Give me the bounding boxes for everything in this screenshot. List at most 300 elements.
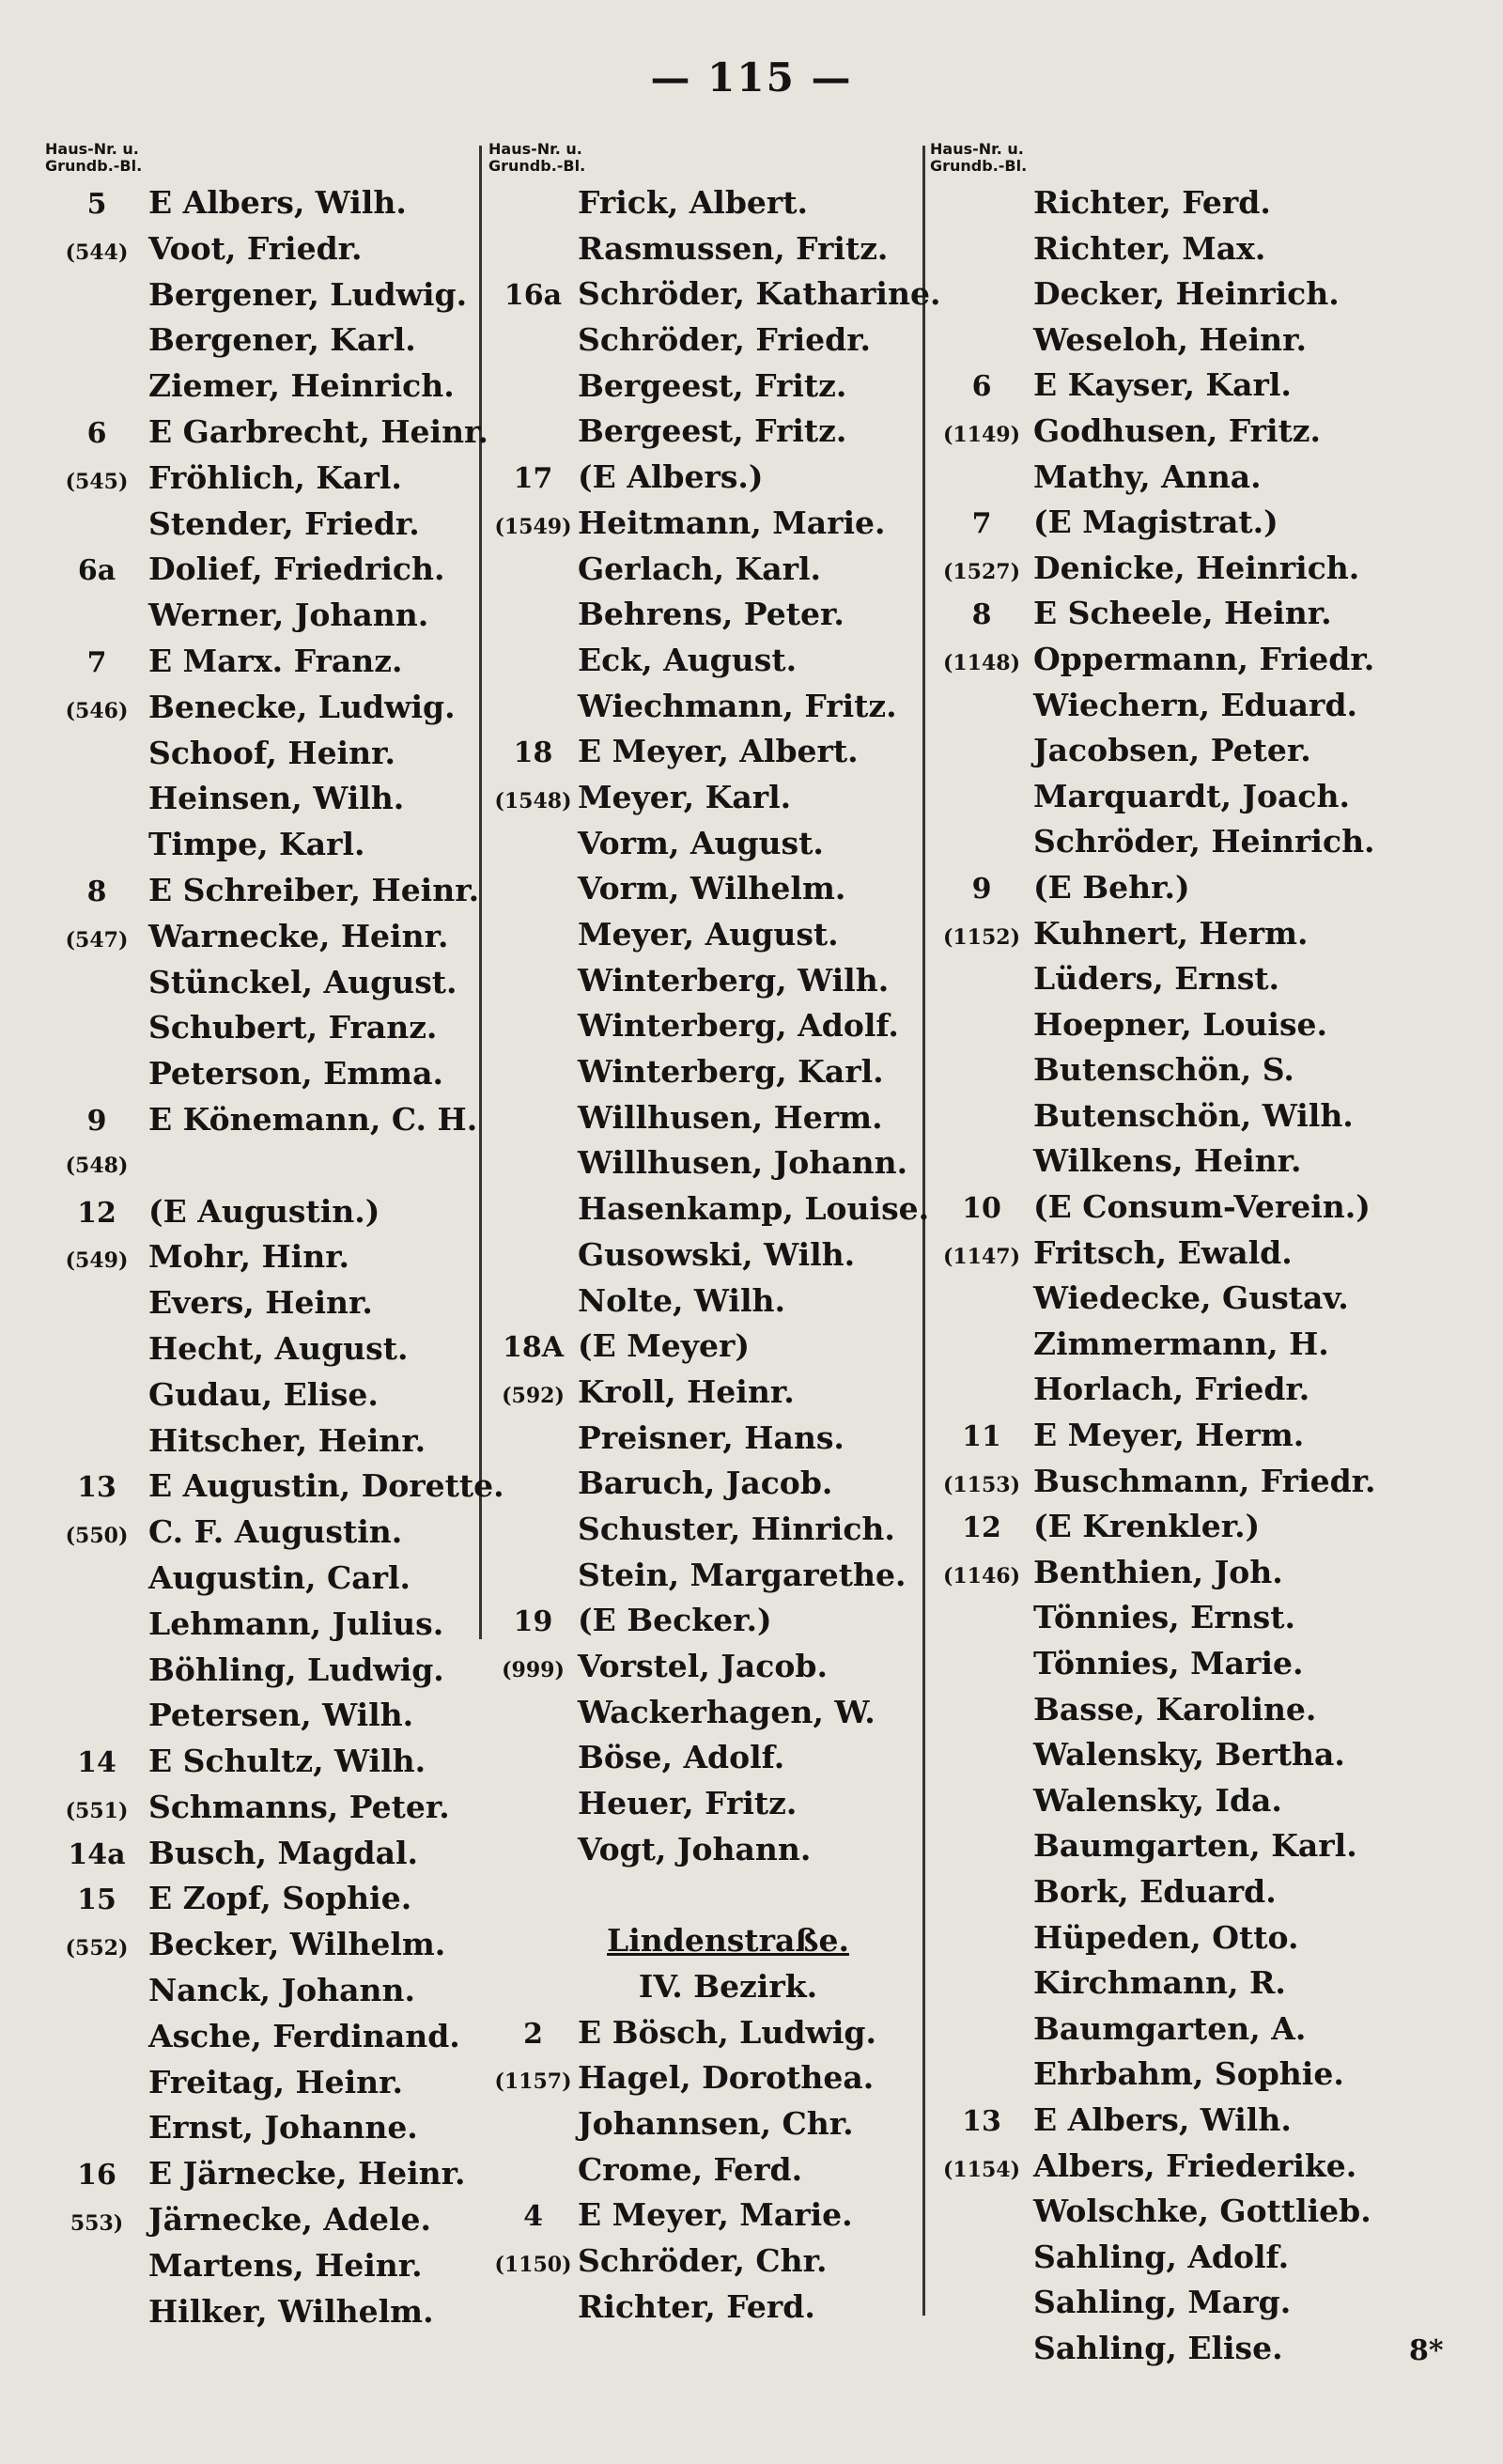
house-number: 2: [523, 2017, 543, 2051]
directory-entry: [930, 819, 1456, 865]
resident-name: Johannsen, Chr.: [578, 2104, 854, 2142]
directory-entry: [45, 1051, 487, 1097]
directory-entry: [930, 865, 1456, 911]
resident-name: (E Becker.): [578, 1602, 772, 1639]
directory-entry: [930, 1641, 1456, 1687]
resident-name: E Schreiber, Heinr.: [148, 871, 480, 908]
directory-entry: [930, 1322, 1456, 1368]
resident-name: Winterberg, Karl.: [578, 1053, 884, 1091]
directory-entry: [45, 685, 487, 731]
directory-entry: [488, 1324, 930, 1370]
resident-name: Bergener, Ludwig.: [148, 275, 468, 313]
directory-entry: [45, 776, 487, 822]
resident-name: Schröder, Heinrich.: [1033, 823, 1375, 860]
page-number: — 115 —: [650, 54, 853, 101]
resident-name: Behrens, Peter.: [578, 596, 844, 633]
resident-name: Willhusen, Herm.: [578, 1098, 883, 1136]
directory-entry: [930, 1231, 1456, 1277]
header-line-1: Haus-Nr. u.: [45, 140, 139, 158]
directory-entry: [488, 364, 930, 410]
resident-name: Heitmann, Marie.: [578, 504, 886, 541]
directory-entry: [488, 1003, 930, 1049]
resident-name: Stender, Friedr.: [148, 504, 420, 542]
column-1: [45, 140, 504, 2334]
directory-entry: [45, 226, 487, 272]
house-number: (1548): [494, 788, 572, 814]
resident-name: Becker, Wilhelm.: [148, 1926, 446, 1963]
directory-entry: [488, 1186, 930, 1232]
resident-name: Zimmermann, H.: [1033, 1325, 1329, 1362]
resident-name: Fritsch, Ewald.: [1033, 1233, 1293, 1271]
directory-entry: [930, 1595, 1456, 1641]
resident-name: E Meyer, Herm.: [1033, 1417, 1305, 1454]
house-number: (552): [65, 1936, 129, 1961]
resident-name: Augustin, Carl.: [148, 1558, 411, 1596]
directory-entry: [45, 593, 487, 639]
house-number: (592): [502, 1383, 565, 1408]
directory-entry: [45, 318, 487, 364]
directory-entry: [488, 1461, 930, 1507]
directory-entry: [488, 1690, 930, 1736]
resident-name: E Meyer, Marie.: [578, 2196, 853, 2234]
resident-name: Bork, Eduard.: [1033, 1872, 1277, 1910]
resident-name: Gudau, Elise.: [148, 1375, 379, 1413]
resident-name: Schoof, Heinr.: [148, 734, 395, 771]
directory-entry: [930, 1504, 1456, 1550]
directory-entry: [930, 1139, 1456, 1185]
resident-name: Frick, Albert.: [578, 184, 809, 221]
resident-name: Schubert, Franz.: [148, 1009, 438, 1046]
house-number: (551): [65, 1798, 129, 1823]
directory-entry: [488, 729, 930, 775]
directory-entry: [930, 1732, 1456, 1778]
resident-name: Ehrbahm, Sophie.: [1033, 2055, 1344, 2093]
house-number: (548): [65, 1153, 129, 1178]
resident-name: Martens, Heinr.: [148, 2246, 423, 2284]
directory-entry: [930, 363, 1456, 409]
directory-entry: [45, 868, 487, 914]
directory-entry: [45, 1280, 487, 1326]
directory-entry: [930, 546, 1456, 592]
resident-name: Evers, Heinr.: [148, 1284, 373, 1322]
house-number: (546): [65, 698, 129, 723]
resident-name: Meyer, August.: [578, 916, 839, 953]
directory-entry: [488, 684, 930, 730]
directory-entry: [45, 1556, 487, 1602]
resident-name: Winterberg, Wilh.: [578, 961, 890, 999]
resident-name: Schröder, Chr.: [578, 2241, 828, 2279]
resident-name: Wiechmann, Fritz.: [578, 687, 897, 724]
directory-entry: [45, 410, 487, 456]
resident-name: Fröhlich, Karl.: [148, 458, 402, 496]
resident-name: Butenschön, Wilh.: [1033, 1096, 1354, 1134]
directory-entry: [488, 2239, 930, 2285]
resident-name: Willhusen, Johann.: [578, 1144, 908, 1182]
resident-name: E Albers, Wilh.: [1033, 2100, 1292, 2138]
directory-entry: [45, 364, 487, 410]
header-line-2: Grundb.-Bl.: [488, 157, 586, 175]
house-number: 9: [86, 1104, 107, 1138]
directory-entry: [930, 226, 1456, 272]
directory-entry: [45, 2060, 487, 2106]
resident-name: Sahling, Adolf.: [1033, 2238, 1290, 2275]
directory-entry: [488, 1095, 930, 1141]
district-label: [488, 1964, 930, 2010]
directory-entry: [488, 2147, 930, 2193]
resident-name: E Marx. Franz.: [148, 642, 403, 679]
house-number: 18: [513, 736, 553, 770]
directory-entry: [930, 637, 1456, 683]
resident-name: Albers, Friederike.: [1033, 2146, 1357, 2184]
directory-entry: [930, 1915, 1456, 1961]
directory-entry: [488, 1232, 930, 1278]
house-number: (547): [65, 927, 129, 953]
directory-entry: [930, 1185, 1456, 1231]
resident-name: Stünckel, August.: [148, 963, 457, 1000]
house-number: 9: [971, 872, 992, 906]
resident-name: Baumgarten, A.: [1033, 2009, 1307, 2047]
directory-entry: [930, 683, 1456, 729]
directory-entry: [488, 638, 930, 684]
column-3: [930, 141, 1456, 2372]
directory-entry: [45, 547, 487, 593]
directory-entry: [488, 1507, 930, 1553]
directory-entry: [488, 318, 930, 364]
resident-name: Tönnies, Marie.: [1033, 1645, 1304, 1681]
directory-entry: [930, 728, 1456, 774]
resident-name: E Kayser, Karl.: [1033, 366, 1292, 404]
house-number: (1147): [942, 1244, 1021, 1269]
directory-entry: [930, 1413, 1456, 1459]
directory-entry: [488, 1140, 930, 1186]
directory-entry: [488, 775, 930, 821]
directory-entry: [488, 958, 930, 1004]
directory-entry: [45, 1831, 487, 1877]
directory-entry: [488, 547, 930, 593]
house-number: (1150): [494, 2252, 572, 2277]
resident-name: Hoepner, Louise.: [1033, 1005, 1328, 1043]
resident-name: Sahling, Marg.: [1033, 2284, 1292, 2321]
resident-name: Bergeest, Fritz.: [578, 412, 847, 450]
resident-name: Vogt, Johann.: [578, 1830, 812, 1867]
directory-entry: [45, 1418, 487, 1464]
resident-name: Hecht, August.: [148, 1329, 409, 1367]
resident-name: Vorm, August.: [578, 824, 824, 861]
house-number: 13: [77, 1471, 116, 1505]
directory-entry: [930, 2235, 1456, 2281]
resident-name: Kirchmann, R.: [1033, 1964, 1286, 2002]
directory-entry: [488, 1872, 930, 1918]
resident-name: Hitscher, Heinr.: [148, 1421, 426, 1459]
resident-name: Järnecke, Adele.: [148, 2201, 431, 2239]
directory-entry: [930, 774, 1456, 820]
house-number: (999): [502, 1658, 565, 1682]
house-number: (1157): [494, 2069, 572, 2095]
directory-entry: [45, 1693, 487, 1739]
resident-name: Weseloh, Heinr.: [1033, 320, 1308, 358]
resident-name: Warnecke, Heinr.: [148, 917, 449, 954]
header-line-2: Grundb.-Bl.: [45, 157, 143, 175]
directory-entry: [45, 1234, 487, 1280]
header-line-2: Grundb.-Bl.: [930, 157, 1028, 175]
house-number: (1152): [942, 924, 1021, 950]
directory-entry: [45, 2151, 487, 2197]
directory-entry: [488, 1049, 930, 1095]
directory-entry: [930, 1869, 1456, 1915]
resident-name: Heuer, Fritz.: [578, 1785, 798, 1822]
heading-text: IV. Bezirk.: [638, 1967, 818, 2005]
resident-name: Godhusen, Fritz.: [1033, 411, 1322, 449]
directory-entry: [488, 455, 930, 501]
directory-entry: [45, 960, 487, 1006]
resident-name: E Järnecke, Heinr.: [148, 2155, 466, 2193]
directory-entry: [45, 1189, 487, 1235]
resident-name: Hasenkamp, Louise.: [578, 1190, 930, 1228]
directory-entry: [488, 271, 941, 318]
directory-entry: [45, 2243, 487, 2289]
directory-entry: [45, 1005, 487, 1051]
house-number: 18A: [502, 1331, 565, 1365]
directory-entry: [488, 2285, 930, 2331]
resident-name: Petersen, Wilh.: [148, 1697, 414, 1734]
directory-entry: [45, 1876, 487, 1922]
directory-entry: [930, 1276, 1456, 1322]
resident-name: Benthien, Joh.: [1033, 1553, 1283, 1590]
resident-name: (E Augustin.): [148, 1192, 380, 1230]
resident-name: Wiechern, Eduard.: [1033, 686, 1358, 723]
directory-entry: [45, 1739, 487, 1785]
resident-name: Rasmussen, Fritz.: [578, 229, 889, 267]
resident-name: (E Behr.): [1033, 868, 1190, 906]
directory-entry: [488, 1644, 930, 1690]
house-number: 6: [86, 416, 107, 450]
directory-entry: [488, 912, 930, 958]
resident-name: Meyer, Karl.: [578, 778, 792, 815]
street-heading: [488, 1918, 930, 1964]
directory-entry: [488, 2010, 930, 2056]
house-number: 10: [962, 1192, 1001, 1226]
directory-entry: [488, 1553, 930, 1599]
directory-entry: [45, 2197, 487, 2243]
entry-list: [488, 180, 941, 2330]
resident-name: Werner, Johann.: [148, 597, 429, 634]
resident-name: Baruch, Jacob.: [578, 1464, 833, 1502]
directory-entry: [488, 501, 930, 547]
directory-entry: [930, 500, 1456, 546]
house-number: (544): [65, 240, 129, 265]
heading-text: Lindenstraße.: [607, 1922, 849, 1960]
resident-name: Horlach, Friedr.: [1033, 1371, 1310, 1408]
resident-name: Timpe, Karl.: [148, 826, 365, 863]
resident-name: (E Meyer): [578, 1327, 750, 1365]
resident-name: E Albers, Wilh.: [148, 184, 407, 221]
resident-name: Kroll, Heinr.: [578, 1372, 795, 1410]
resident-name: E Garbrecht, Heinr.: [148, 412, 488, 450]
resident-name: Böse, Adolf.: [578, 1739, 785, 1776]
house-number: 14a: [68, 1837, 126, 1871]
directory-entry: [930, 2052, 1456, 2098]
directory-entry: [45, 1922, 487, 1968]
house-number: 15: [77, 1883, 116, 1917]
resident-name: Winterberg, Adolf.: [578, 1007, 899, 1045]
resident-name: Bergeest, Fritz.: [578, 366, 847, 404]
directory-entry: [930, 1459, 1456, 1505]
directory-entry: [930, 1778, 1456, 1824]
directory-entry: [488, 2055, 930, 2101]
directory-entry: [45, 639, 487, 685]
resident-name: E Könemann, C. H.: [148, 1100, 478, 1138]
resident-name: Benecke, Ludwig.: [148, 688, 456, 725]
resident-name: Lehmann, Julius.: [148, 1604, 444, 1642]
resident-name: Nolte, Wilh.: [578, 1281, 785, 1319]
directory-entry: [488, 226, 930, 272]
directory-entry: [488, 1598, 930, 1644]
directory-entry: [488, 592, 930, 638]
resident-name: Nanck, Johann.: [148, 1972, 415, 2009]
directory-entry: [930, 2098, 1456, 2144]
directory-entry: [930, 1550, 1456, 1596]
resident-name: Baumgarten, Karl.: [1033, 1827, 1357, 1865]
resident-name: C. F. Augustin.: [148, 1513, 403, 1551]
resident-name: Busch, Magdal.: [148, 1834, 418, 1871]
house-number: 19: [513, 1605, 553, 1639]
directory-entry: [488, 1827, 930, 1873]
directory-entry: [45, 1602, 487, 1648]
resident-name: Walensky, Ida.: [1033, 1781, 1282, 1819]
directory-entry: [930, 318, 1456, 364]
resident-name: Mohr, Hinr.: [148, 1238, 350, 1276]
resident-name: E Zopf, Sophie.: [148, 1880, 412, 1917]
house-number: 14: [77, 1746, 116, 1780]
directory-entry: [488, 866, 930, 912]
directory-entry: [488, 409, 930, 455]
house-number: 12: [962, 1511, 1001, 1545]
resident-name: Richter, Ferd.: [578, 2287, 815, 2325]
directory-entry: [930, 591, 1456, 637]
resident-name: Gusowski, Wilh.: [578, 1235, 856, 1273]
resident-name: Hilker, Wilhelm.: [148, 2292, 434, 2330]
resident-name: (E Magistrat.): [1033, 504, 1278, 541]
directory-entry: [45, 1143, 487, 1189]
resident-name: Wilkens, Heinr.: [1033, 1142, 1302, 1180]
resident-name: Buschmann, Friedr.: [1033, 1462, 1376, 1499]
directory-entry: [488, 1370, 930, 1416]
house-number: 6a: [77, 554, 116, 588]
resident-name: Wolschke, Gottlieb.: [1033, 2193, 1371, 2230]
resident-name: (E Albers.): [578, 458, 764, 496]
resident-name: Gerlach, Karl.: [578, 550, 822, 587]
directory-entry: [930, 1047, 1456, 1093]
directory-entry: [45, 1648, 487, 1694]
directory-entry: [930, 956, 1456, 1002]
resident-name: Richter, Max.: [1033, 229, 1266, 267]
house-number: 7: [971, 507, 992, 541]
directory-entry: [45, 1097, 487, 1143]
resident-name: Freitag, Heinr.: [148, 2063, 403, 2100]
resident-name: Schröder, Katharine.: [578, 275, 941, 313]
directory-entry: [45, 456, 487, 502]
resident-name: Asche, Ferdinand.: [148, 2017, 460, 2054]
directory-entry: [930, 2326, 1456, 2372]
directory-entry: [930, 1367, 1456, 1413]
resident-name: Eck, August.: [578, 641, 798, 678]
directory-entry: [488, 821, 930, 867]
resident-name: Schuster, Hinrich.: [578, 1510, 895, 1547]
directory-entry: [45, 822, 487, 868]
house-number: 4: [523, 2200, 543, 2234]
directory-entry: [488, 1278, 930, 1325]
resident-name: E Augustin, Dorette.: [148, 1467, 504, 1505]
directory-entry: [930, 455, 1456, 501]
house-number: (550): [65, 1524, 129, 1549]
directory-entry: [930, 1960, 1456, 2007]
directory-entry: [930, 1093, 1456, 1139]
resident-name: Denicke, Heinrich.: [1033, 549, 1360, 586]
directory-entry: [930, 1687, 1456, 1733]
resident-name: Peterson, Emma.: [148, 1055, 443, 1093]
directory-entry: [930, 2007, 1456, 2053]
directory-entry: [45, 180, 487, 226]
house-number: (1549): [494, 514, 572, 539]
resident-name: Vorm, Wilhelm.: [578, 870, 846, 907]
house-number: 16: [77, 2159, 116, 2193]
house-number: 17: [513, 462, 553, 496]
house-number: (1527): [942, 559, 1021, 584]
directory-entry: [45, 2105, 487, 2151]
resident-name: E Schultz, Wilh.: [148, 1743, 426, 1780]
resident-name: Schröder, Friedr.: [578, 321, 872, 359]
house-number: (1154): [942, 2157, 1021, 2182]
column-header: [930, 141, 1456, 175]
resident-name: E Bösch, Ludwig.: [578, 2013, 876, 2051]
directory-entry: [930, 409, 1456, 455]
directory-entry: [45, 1464, 504, 1510]
resident-name: Voot, Friedr.: [148, 229, 363, 267]
directory-entry: [45, 731, 487, 777]
signature-mark: 8*: [1409, 2334, 1444, 2367]
directory-entry: [488, 1781, 930, 1827]
resident-name: Sahling, Elise.: [1033, 2329, 1283, 2366]
resident-name: Dolief, Friedrich.: [148, 550, 445, 588]
header-line-1: Haus-Nr. u.: [930, 140, 1024, 158]
directory-entry: [45, 2014, 487, 2060]
directory-entry: [488, 180, 930, 226]
house-number: 13: [962, 2104, 1001, 2138]
header-line-1: Haus-Nr. u.: [488, 140, 582, 158]
resident-name: Ernst, Johanne.: [148, 2109, 418, 2146]
directory-entry: [45, 1968, 487, 2014]
resident-name: Tönnies, Ernst.: [1033, 1599, 1295, 1636]
resident-name: Kuhnert, Herm.: [1033, 914, 1309, 952]
entry-list: [45, 180, 504, 2334]
resident-name: E Meyer, Albert.: [578, 733, 859, 770]
entry-list: [930, 180, 1456, 2372]
resident-name: Bergener, Karl.: [148, 321, 416, 359]
resident-name: Decker, Heinrich.: [1033, 275, 1340, 313]
resident-name: Basse, Karoline.: [1033, 1690, 1317, 1728]
resident-name: Stein, Margarethe.: [578, 1556, 906, 1593]
resident-name: Lüders, Ernst.: [1033, 960, 1280, 998]
house-number: 8: [86, 875, 107, 908]
directory-entry: [45, 1785, 487, 1831]
house-number: (1146): [942, 1563, 1021, 1588]
house-number: (545): [65, 469, 129, 494]
directory-entry: [45, 1372, 487, 1418]
resident-name: (E Krenkler.): [1033, 1508, 1261, 1545]
column-header: [488, 141, 930, 175]
directory-entry: [930, 2144, 1456, 2190]
house-number: (1149): [942, 422, 1021, 447]
